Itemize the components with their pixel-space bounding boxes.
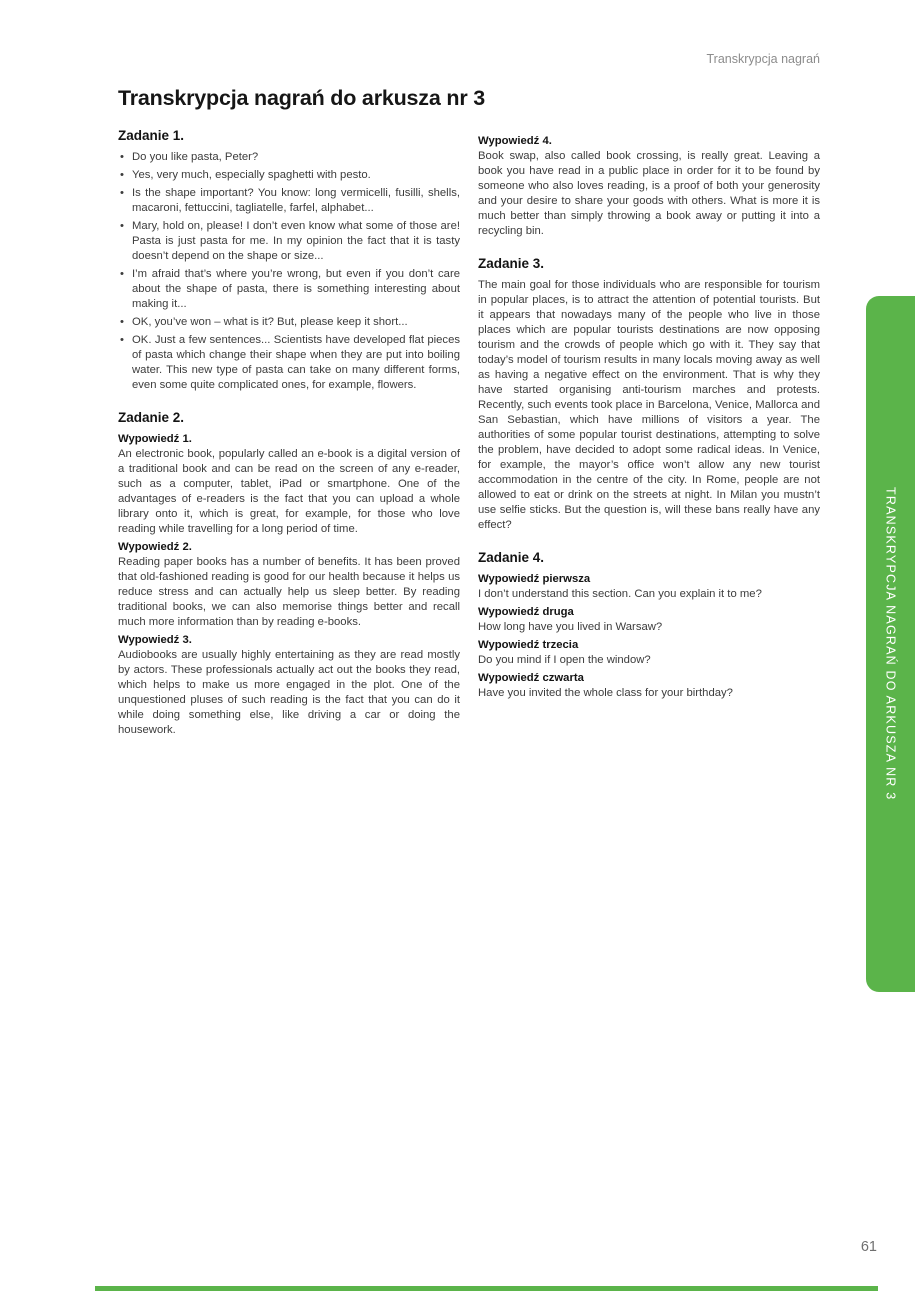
- dialogue-line: • Is the shape important? You know: long vermicelli, fusilli, shells, macaroni, fettuccini, tagliatelle, farfel, alphabet...: [118, 186, 460, 216]
- wypowiedz-label: Wypowiedź 4.: [478, 135, 552, 147]
- wypowiedz-label: Wypowiedź pierwsza: [478, 573, 591, 585]
- right-column: [478, 128, 820, 740]
- transcript-paragraph: Reading paper books has a number of benefits. It has been proved that old-fashioned reading is good for our health because it helps us reduce stress and can actually help us sleep better. By reading traditional books, we can also memorise things better and recall much more information than by reading e-books.: [118, 556, 460, 628]
- zadanie-2-heading: Zadanie 2.: [118, 410, 185, 425]
- transcript-paragraph: Book swap, also called book crossing, is really great. Leaving a book you have read in a public place in order for it to be found by someone who also loves reading, is a proof of both your generosity and your desire to share your goods with others. What is more it is much better than simply throwing a book away or putting it into a recycling bin.: [478, 150, 820, 237]
- wypowiedz-label: Wypowiedź 1.: [118, 433, 192, 445]
- wypowiedz-label: Wypowiedź 3.: [118, 634, 192, 646]
- dialogue-line: • Mary, hold on, please! I don’t even know what some of those are! Pasta is just pasta for me. In my opinion the fact that it is tasty doesn’t depend on the shape or size...: [118, 219, 460, 264]
- dialogue-line: • OK, you’ve won – what is it? But, please keep it short...: [118, 315, 460, 330]
- wypowiedz-label: Wypowiedź 2.: [118, 541, 192, 553]
- zadanie-1-dialogue: [118, 150, 460, 393]
- transcript-line: Do you mind if I open the window?: [478, 654, 651, 666]
- footer-rule: [95, 1286, 878, 1291]
- transcript-line: Have you invited the whole class for your birthday?: [478, 687, 733, 699]
- transcript-paragraph: The main goal for those individuals who are responsible for tourism in popular places, is to attract the attention of potential tourists. But it appears that nowadays many of the people who live in those places which are popular tourists destinations are now opposing tourism and the crowds of people which go with it. They say that today’s model of tourism results in many locals moving away as well as having a negative effect on the environment. That is why they have started organising anti-tourism marches and protests. Recently, such events took place in Barcelona, Venice, Mallorca and San Sebastian, which have millions of visitors a year. The authorities of some popular tourist destinations, attempting to solve the problem, have decided to adopt some radical ideas. In Venice, for example, the mayor’s office won’t allow any new tourist accommodation in the centre of the city. In Rome, people are not allowed to eat or drink on the streets at night. In Milan you mustn’t use selfie sticks. But the question is, will these bans really have any effect?: [478, 279, 820, 531]
- wypowiedz-label: Wypowiedź czwarta: [478, 672, 584, 684]
- page-number: 61: [860, 1239, 877, 1255]
- transcript-paragraph: An electronic book, popularly called an e-book is a digital version of a traditional book and can be read on the screen of any e-reader, such as a computer, tablet, iPad or smartphone. One of the advantages of e-readers is the fact that you can upload a whole library onto it, which is great, for example, for those who love reading while travelling for a long period of time.: [118, 448, 460, 535]
- left-column: [118, 128, 460, 740]
- dialogue-line: • I’m afraid that’s where you’re wrong, but even if you don’t care about the shape of pasta, there is something interesting about making it...: [118, 267, 460, 312]
- side-tab: [866, 296, 915, 992]
- page-title: Transkrypcja nagrań do arkusza nr 3: [118, 86, 486, 110]
- zadanie-3-heading: Zadanie 3.: [478, 256, 545, 271]
- dialogue-line: • OK. Just a few sentences... Scientists have developed flat pieces of pasta which change their shape when they are put into boiling water. This new type of pasta can take on many different forms, even some quite complicated ones, for example, flowers.: [118, 333, 460, 393]
- transcript-paragraph: Audiobooks are usually highly entertaining as they are read mostly by actors. These professionals actually act out the books they read, which helps to make us more engaged in the plot. One of the unquestioned pluses of such reading is the fact that you can do it while doing something else, like driving a car or doing the housework.: [118, 649, 460, 736]
- wypowiedz-label: Wypowiedź trzecia: [478, 639, 579, 651]
- two-column-layout: [118, 128, 820, 740]
- zadanie-1-heading: Zadanie 1.: [118, 128, 185, 143]
- wypowiedz-label: Wypowiedź druga: [478, 606, 574, 618]
- running-header: Transkrypcja nagrań: [706, 52, 820, 66]
- zadanie-4-heading: Zadanie 4.: [478, 550, 545, 565]
- dialogue-line: • Yes, very much, especially spaghetti with pesto.: [118, 168, 460, 183]
- dialogue-line: • Do you like pasta, Peter?: [118, 150, 460, 165]
- transcript-line: How long have you lived in Warsaw?: [478, 621, 663, 633]
- side-tab-label: TRANSKRYPCJA NAGRAŃ DO ARKUSZA NR 3: [883, 487, 898, 801]
- transcript-line: I don’t understand this section. Can you explain it to me?: [478, 588, 762, 600]
